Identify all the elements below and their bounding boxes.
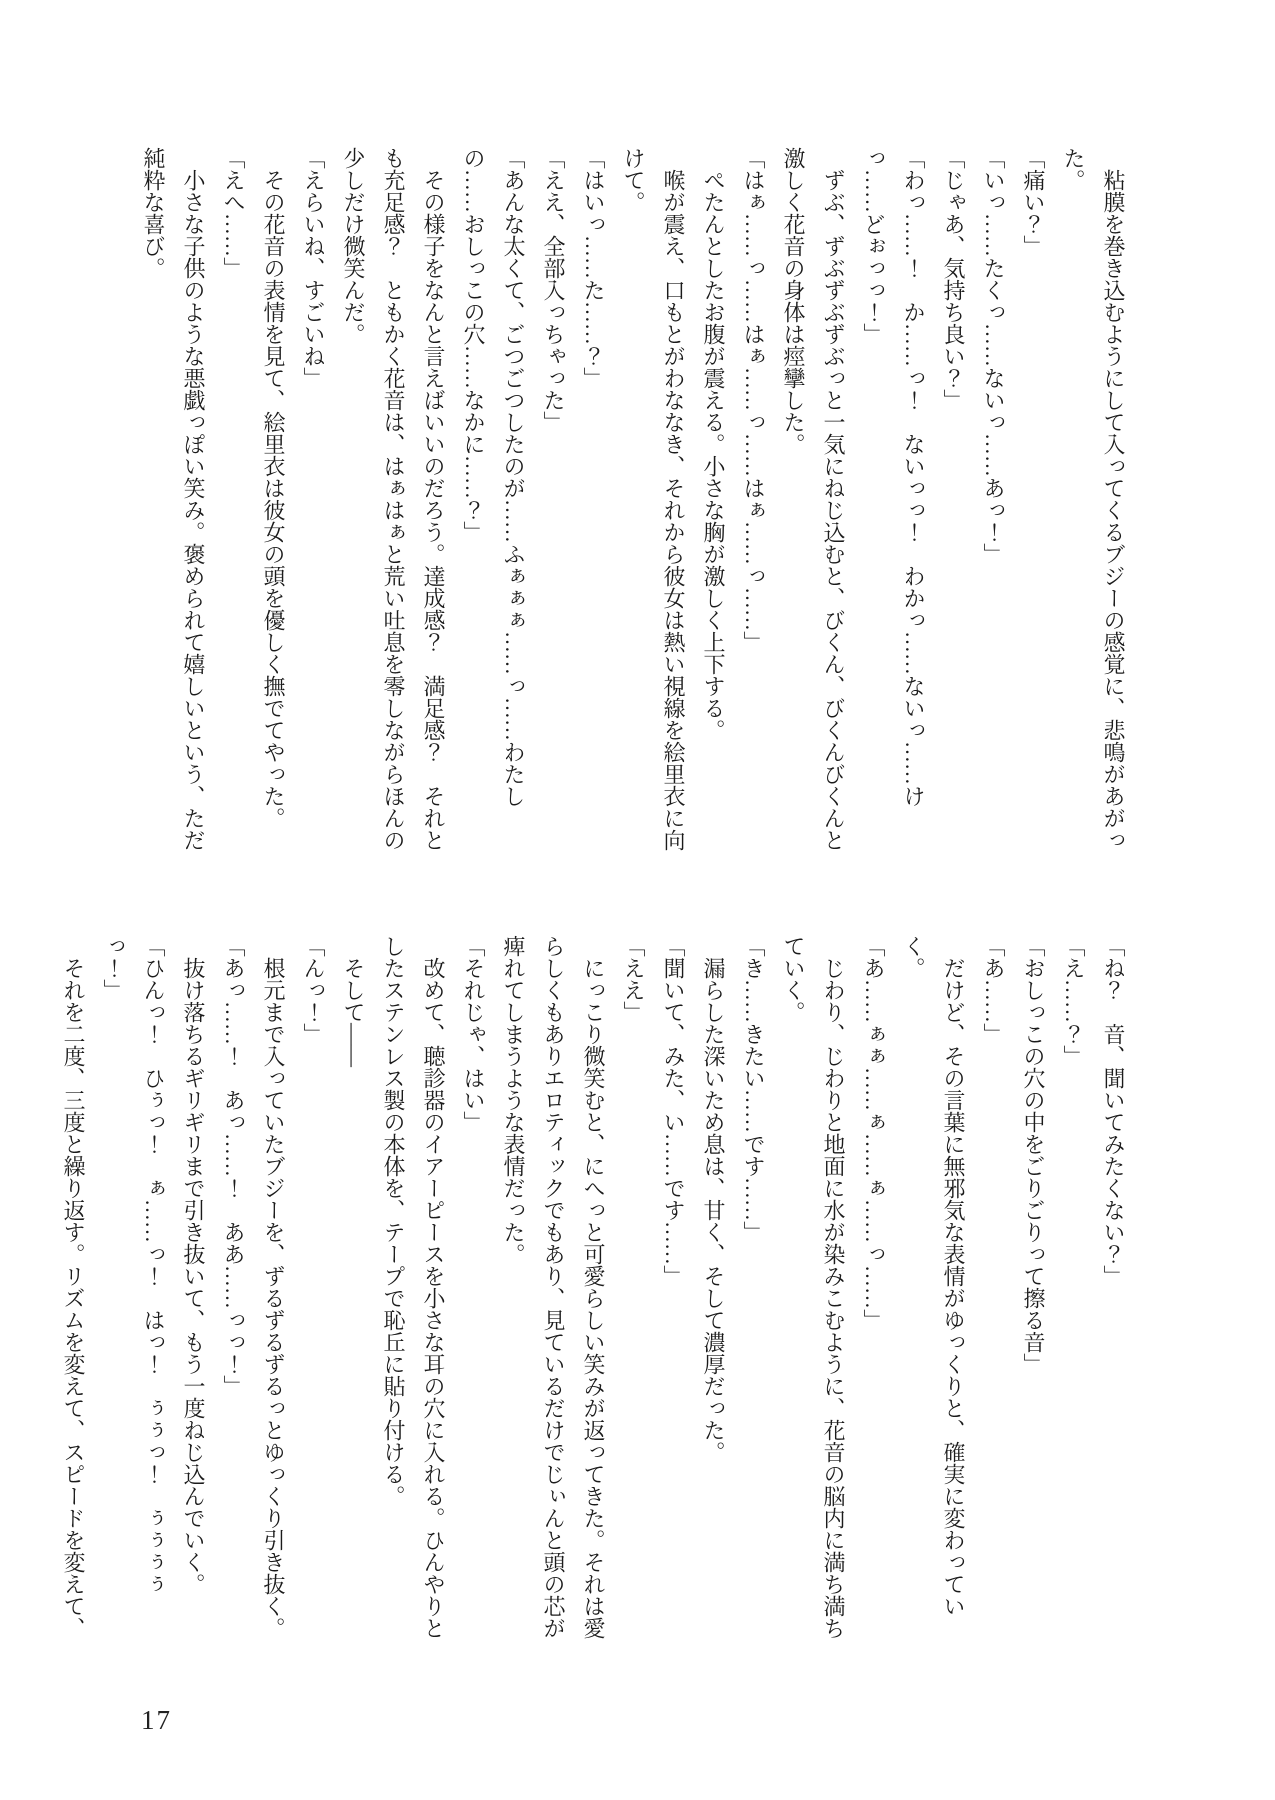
paragraph: 「ひんっ！ ひぅっ！ ぁ……っ！ はっ！ ぅぅっ！ ぅぅぅぅっ！」 xyxy=(101,935,166,1595)
paragraph: その様子をなんと言えばいいのだろう。達成感？ 満足感？ それとも充足感？ ともかく花音は、はぁはぁと荒い吐息を零しながらほんの少しだけ微笑んだ。 xyxy=(341,147,446,851)
paragraph: 「あっ……！ あっ……！ ああ……っっ！」 xyxy=(221,935,246,1397)
paragraph: 「はぁ……っ……はぁ……っ……はぁ……っ……」 xyxy=(741,147,766,653)
paragraph: 「ええ、全部入っちゃった」 xyxy=(541,147,566,433)
paragraph: ずぶ、ずぶずぶずぶっと一気にねじ込むと、びくん、びくんびくんと激しく花音の身体は痙攣した。 xyxy=(781,147,846,851)
paragraph: それを二度、三度と繰り返す。リズムを変えて、スピードを変えて、 xyxy=(61,957,86,1639)
paragraph: 「はいっ……た……？」 xyxy=(581,147,606,389)
paragraph: 「あ……」 xyxy=(981,935,1006,1045)
paragraph: ぺたんとしたお腹が震える。小さな胸が激しく上下する。 xyxy=(701,169,726,741)
paragraph: 根元まで入っていたブジーを、ずるずるずるっとゆっくり引き抜く。 xyxy=(261,957,286,1639)
paragraph: 「あ……ぁぁ……ぁ……ぁ……っ……」 xyxy=(861,935,886,1331)
paragraph: だけど、その言葉に無邪気な表情がゆっくりと、確実に変わっていく。 xyxy=(901,935,966,1617)
paragraph: じわり、じわりと地面に水が染みこむように、花音の脳内に満ち満ちていく。 xyxy=(781,935,846,1639)
paragraph: 「え……？」 xyxy=(1061,935,1086,1067)
paragraph: 「おしっこの穴の中をごりごりって擦る音」 xyxy=(1021,935,1046,1375)
text-band-top xyxy=(100,147,1133,853)
paragraph: 漏らした深いため息は、甘く、そして濃厚だった。 xyxy=(701,957,726,1463)
paragraph: にっこり微笑むと、にへっと可愛らしい笑みが返ってきた。それは愛らしくもありエロティックでもあり、見ているだけでじぃんと頭の芯が痺れてしまうような表情だった。 xyxy=(501,935,606,1639)
paragraph: 粘膜を巻き込むようにして入ってくるブジーの感覚に、悲鳴があがった。 xyxy=(1061,147,1126,851)
paragraph: 「き……きたい……です……」 xyxy=(741,935,766,1243)
paragraph: 喉が震え、口もとがわななき、それから彼女は熱い視線を絵里衣に向けて。 xyxy=(621,147,686,851)
paragraph: 「それじゃ、はい」 xyxy=(461,935,486,1133)
paragraph: 「ね？ 音、聞いてみたくない？」 xyxy=(1101,935,1126,1287)
paragraph: 「いっ……たくっ……ないっ……あっ！」 xyxy=(981,147,1006,565)
paragraph: 「えへ……」 xyxy=(221,147,246,279)
paragraph: 「わっ……！ か……っ！ ないっっ！ わかっ……ないっ……けっ……どぉっっ！」 xyxy=(861,147,926,807)
page-number: 17 xyxy=(141,1705,172,1735)
paragraph: 「ええ」 xyxy=(621,935,646,1023)
paragraph: その花音の表情を見て、絵里衣は彼女の頭を優しく撫でてやった。 xyxy=(261,169,286,829)
paragraph: 改めて、聴診器のイアーピースを小さな耳の穴に入れる。ひんやりとしたステンレス製の本体を、テープで恥丘に貼り付ける。 xyxy=(381,935,446,1639)
paragraph: 「じゃあ、気持ち良い？」 xyxy=(941,147,966,411)
text-band-bottom xyxy=(61,935,1133,1641)
paragraph: 「聞いて、みた、い……です……」 xyxy=(661,935,686,1287)
paragraph: 抜け落ちるギリギリまで引き抜いて、もう一度ねじ込んでいく。 xyxy=(181,957,206,1595)
paragraph: 「痛い？」 xyxy=(1021,147,1046,257)
paragraph: 小さな子供のような悪戯っぽい笑み。褒められて嬉しいという、ただ純粋な喜び。 xyxy=(141,147,206,851)
paragraph: そして―― xyxy=(341,957,366,1067)
paragraph: 「んっ！」 xyxy=(301,935,326,1045)
paragraph: 「あんな太くて、ごつごつしたのが……ふぁぁぁ……っ……わたしの……おしっこの穴……なかに……？」 xyxy=(461,147,526,807)
paragraph: 「えらいね、すごいね」 xyxy=(301,147,326,389)
